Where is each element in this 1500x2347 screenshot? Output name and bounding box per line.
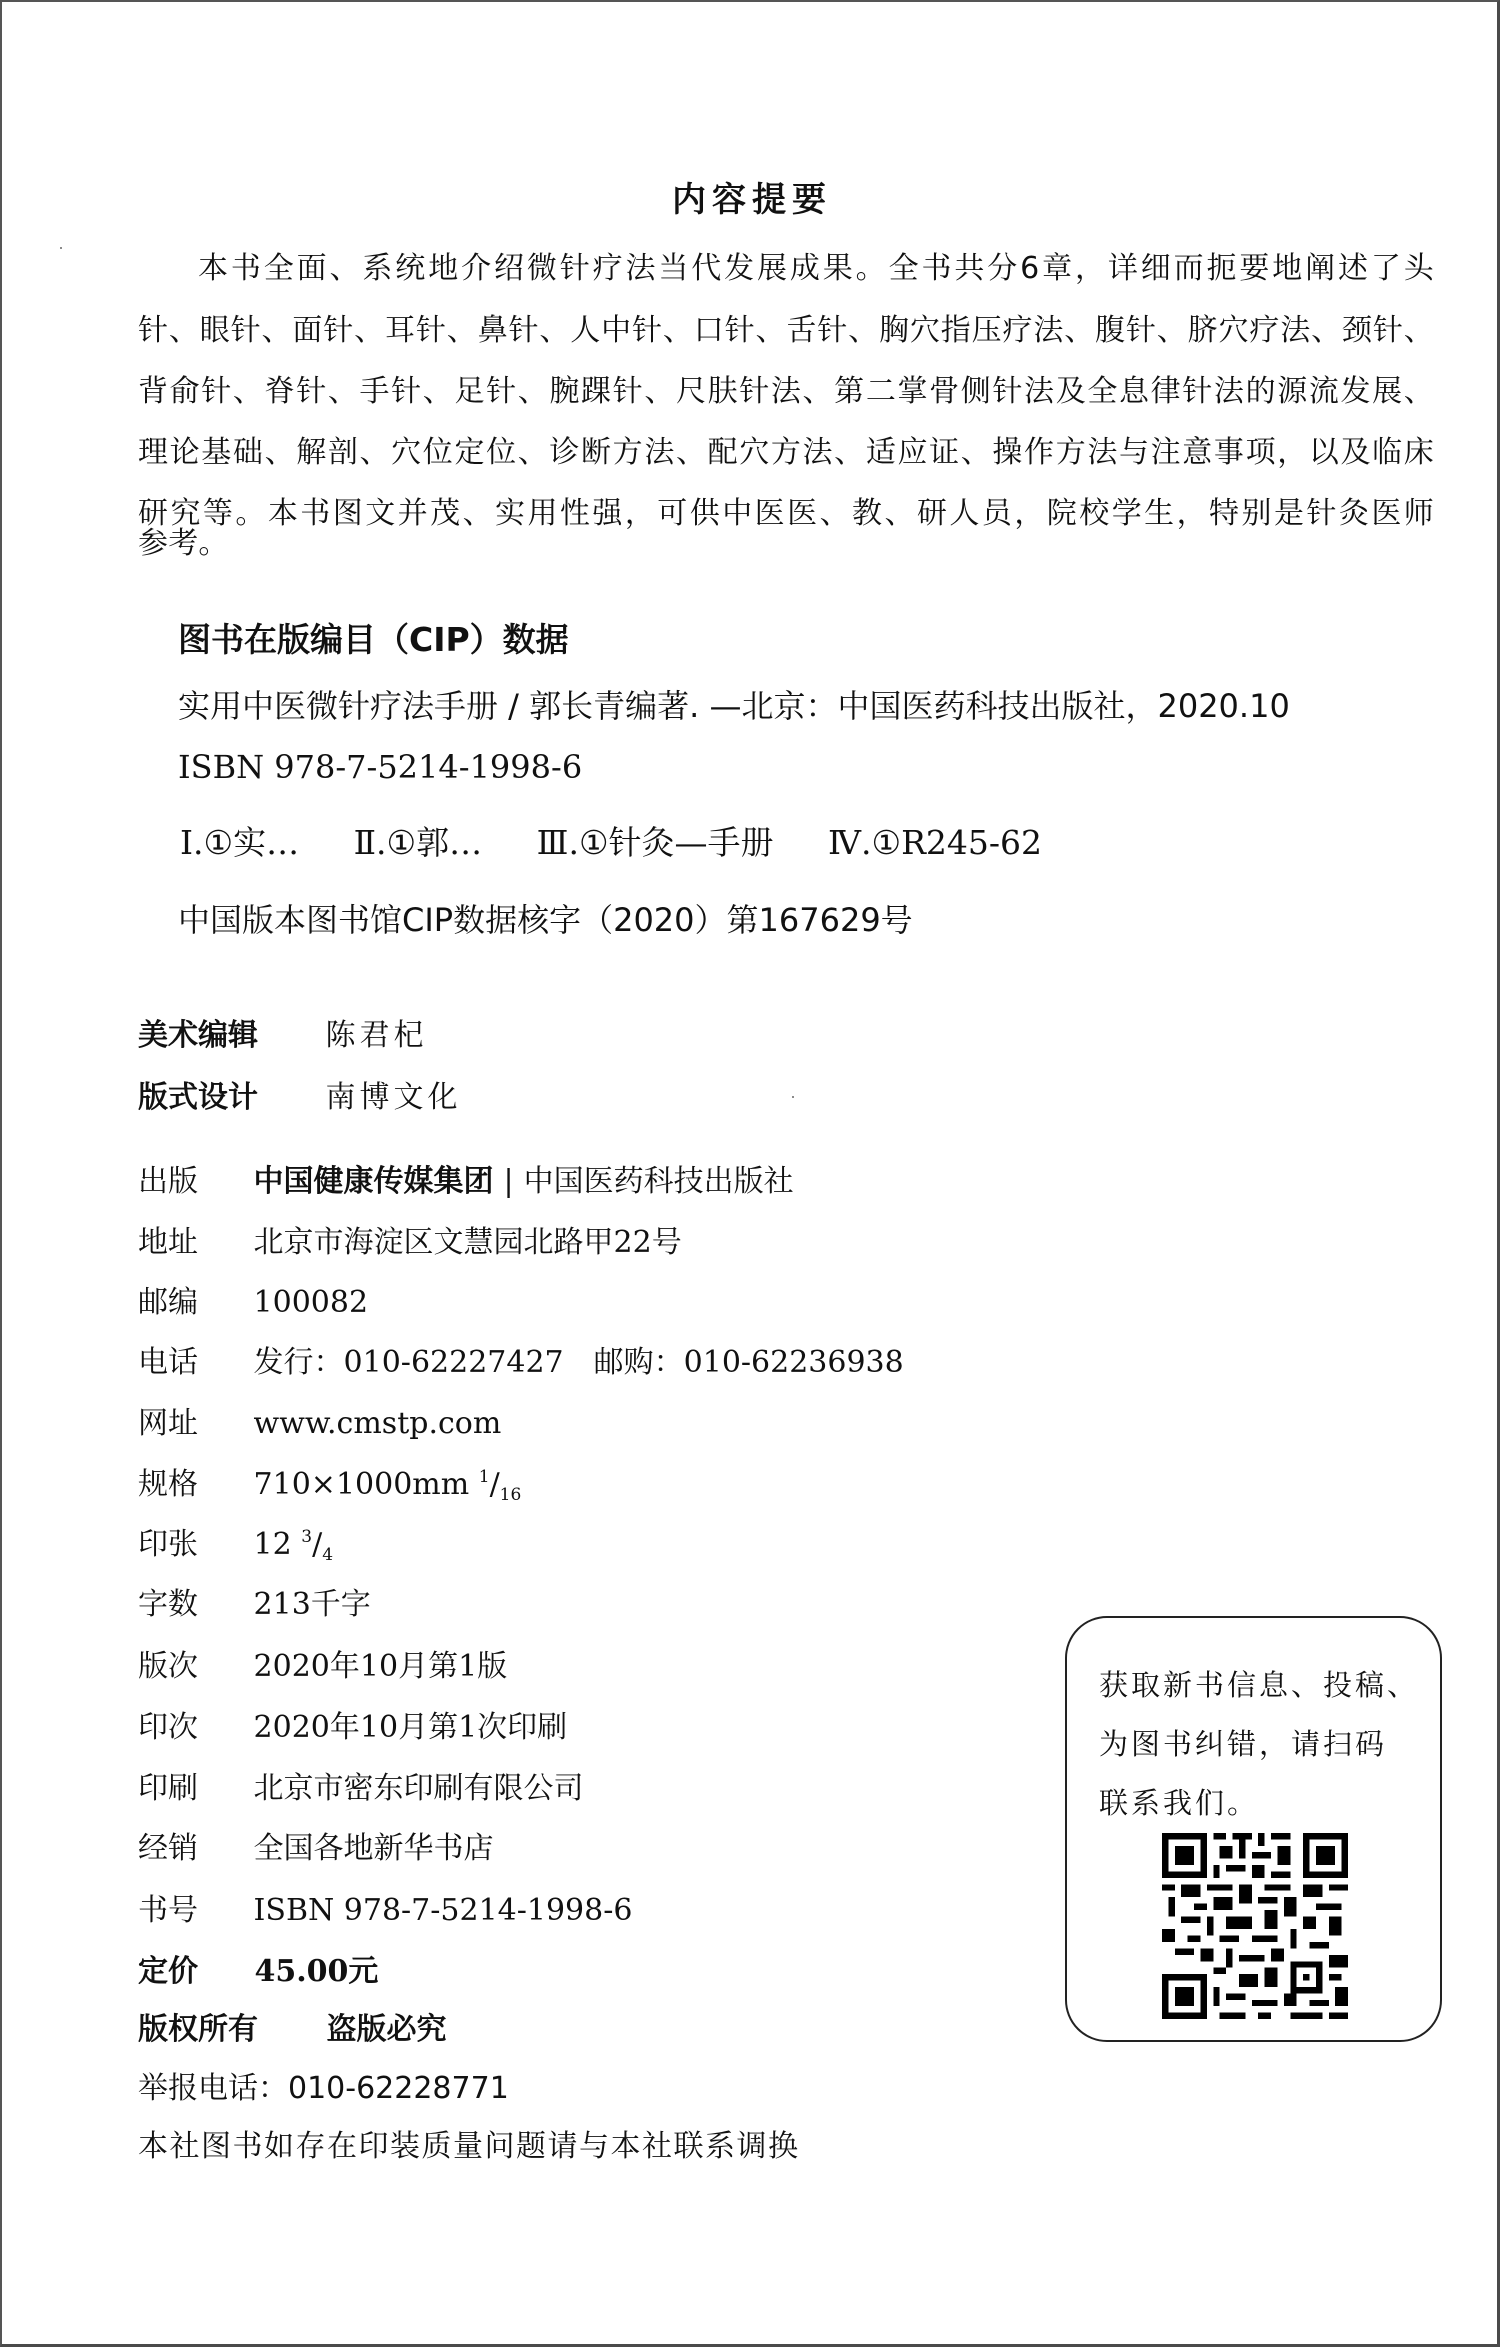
info-label: 定价	[138, 1954, 198, 1989]
qr-caption-line: 获取新书信息、投稿、	[1099, 1668, 1420, 1702]
cip-class-1: Ⅰ.①实…	[180, 823, 300, 862]
info-value: 全国各地新华书店	[253, 1831, 494, 1866]
publisher-divider: |	[503, 1164, 514, 1199]
cip-class-3: Ⅲ.①针灸—手册	[536, 823, 774, 862]
info-label: 出版	[138, 1164, 198, 1199]
cip-class-2: Ⅱ.①郭…	[353, 823, 483, 862]
website-link[interactable]: www.cmstp.com	[253, 1406, 502, 1441]
info-website	[138, 1406, 502, 1441]
info-value: 100082	[253, 1285, 369, 1320]
qr-caption-line: 为图书纠错，请扫码	[1099, 1727, 1388, 1761]
publisher-group: 中国健康传媒集团	[253, 1164, 494, 1199]
info-value: 北京市密东印刷有限公司	[253, 1771, 584, 1806]
info-value: 盗版必究	[326, 2012, 447, 2047]
info-label: 书号	[138, 1893, 198, 1928]
info-value: 45.00元	[254, 1954, 379, 1989]
info-label: 邮编	[138, 1285, 198, 1320]
info-label: 规格	[138, 1467, 198, 1502]
summary-line: 针、眼针、面针、耳针、鼻针、人中针、口针、舌针、胸穴指压疗法、腹针、脐穴疗法、颈针、	[138, 313, 1434, 348]
info-label: 印张	[138, 1527, 198, 1562]
credit-label: 美术编辑	[138, 1018, 258, 1053]
qr-caption	[1099, 1656, 1419, 1833]
info-label: 电话	[138, 1345, 198, 1380]
quality-notice: 本社图书如存在印装质量问题请与本社联系调换	[138, 2129, 800, 2164]
info-value: 2020年10月第1次印刷	[253, 1710, 568, 1745]
credit-label: 版式设计	[138, 1080, 258, 1115]
info-value: 发行：010-62227427 邮购：010-62236938	[253, 1345, 904, 1380]
info-label: 网址	[138, 1406, 198, 1441]
credit-value: 南博文化	[325, 1080, 462, 1115]
sheets-whole: 12	[253, 1527, 292, 1562]
info-label: 印刷	[138, 1771, 198, 1806]
cip-isbn: ISBN 978-7-5214-1998-6	[178, 748, 583, 786]
format-frac-num: 1	[478, 1467, 490, 1487]
sheets-frac-den: 4	[322, 1545, 334, 1565]
info-postcode	[138, 1285, 369, 1320]
info-label: 地址	[138, 1225, 198, 1260]
info-value: 北京市海淀区文慧园北路甲22号	[253, 1225, 682, 1260]
info-value: 2020年10月第1版	[253, 1649, 508, 1684]
info-value: ISBN 978-7-5214-1998-6	[253, 1893, 633, 1928]
cip-classification	[180, 823, 1043, 862]
info-price	[138, 1954, 379, 1989]
summary-line: 背俞针、脊针、手针、足针、腕踝针、尺肤针法、第二掌骨侧针法及全息律针法的源流发展、	[138, 374, 1434, 409]
summary-line: 本书全面、系统地介绍微针疗法当代发展成果。全书共分6章，详细而扼要地阐述了头	[198, 251, 1434, 286]
credit-layout-design	[138, 1080, 462, 1115]
info-format	[138, 1469, 521, 1504]
qr-caption-line: 联系我们。	[1099, 1786, 1260, 1820]
info-publisher	[138, 1164, 794, 1199]
info-report-phone: 举报电话：010-62228771	[138, 2071, 509, 2106]
summary-line: 研究等。本书图文并茂、实用性强，可供中医医、教、研人员，院校学生，特别是针灸医师	[138, 496, 1434, 531]
info-edition	[138, 1649, 508, 1684]
info-word-count	[138, 1587, 371, 1622]
qr-code-icon[interactable]	[1162, 1833, 1348, 2019]
cip-title-line: 实用中医微针疗法手册 / 郭长青编著. —北京：中国医药科技出版社，2020.10	[178, 687, 1290, 725]
summary-line: 理论基础、解剖、穴位定位、诊断方法、配穴方法、适应证、操作方法与注意事项，以及临床	[138, 435, 1434, 470]
info-book-number	[138, 1893, 633, 1928]
cip-class-4: Ⅳ.①R245-62	[828, 823, 1043, 862]
info-value: 12 $^3/_4$	[253, 1527, 334, 1565]
info-label: 版权所有	[138, 2012, 258, 2047]
summary-title: 内容提要	[672, 180, 832, 220]
info-printing	[138, 1710, 568, 1745]
format-size: 710×1000mm	[253, 1467, 470, 1502]
cip-record: 中国版本图书馆CIP数据核字（2020）第167629号	[178, 901, 913, 939]
info-label: 经销	[138, 1831, 198, 1866]
sheets-frac-num: 3	[301, 1527, 313, 1547]
info-label: 印次	[138, 1710, 198, 1745]
info-printer	[138, 1771, 584, 1806]
credit-art-editor	[138, 1018, 428, 1053]
info-phone	[138, 1345, 904, 1380]
publisher-name: 中国医药科技出版社	[523, 1164, 794, 1199]
cip-heading: 图书在版编目（CIP）数据	[178, 620, 569, 659]
credit-value: 陈君杞	[325, 1018, 428, 1053]
info-value: 710×1000mm $^1/_{16}$	[253, 1467, 522, 1505]
info-sheets	[138, 1529, 333, 1564]
info-distributor	[138, 1831, 494, 1866]
format-frac-den: 16	[499, 1485, 522, 1505]
summary-line: 参考。	[138, 526, 229, 561]
info-value	[254, 1164, 794, 1199]
info-label: 字数	[138, 1587, 198, 1622]
info-value: 213千字	[253, 1587, 371, 1622]
qr-contact-box	[1065, 1616, 1442, 2042]
info-copyright	[138, 2012, 447, 2047]
info-label: 版次	[138, 1649, 198, 1684]
info-address	[138, 1225, 682, 1260]
